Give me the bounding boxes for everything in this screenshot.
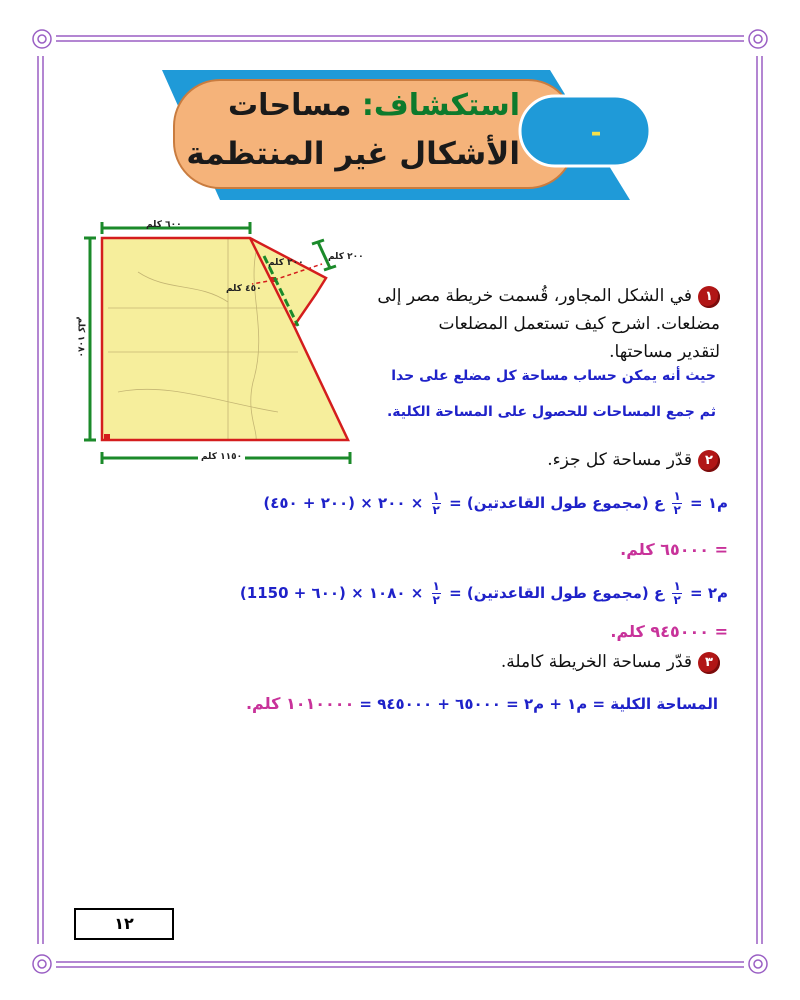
m2-formula: ع (مجموع طول القاعدتين) =	[449, 584, 665, 602]
answer-3-result: ١٠١٠٠٠٠ كلم.	[245, 694, 355, 713]
question-2	[380, 446, 720, 474]
fraction-half-3: $\frac{١}{٢}$	[673, 579, 681, 607]
m2-calculation: × ١٠٨٠ × (٦٠٠ + 1150)	[239, 584, 424, 602]
map-label-left: ١٠٨٠ كلم	[75, 316, 86, 358]
answer-3	[246, 694, 718, 713]
question-1-line3: لتقدير مساحتها.	[609, 342, 720, 362]
answer-3-total: المساحة الكلية = م١ + م٢ = ٦٥٠٠٠ + ٩٤٥٠٠٠ =	[359, 695, 718, 713]
map-label-bottom: ١١٥٠ كلم	[198, 452, 245, 462]
question-2-text: قدّر مساحة كل جزء.	[547, 450, 692, 470]
map-label-inner450: ٤٥٠ كلم	[226, 284, 262, 294]
question-1-line2: مضلعات. اشرح كيف تستعمل المضلعات	[438, 314, 720, 334]
m1-calculation: × ٢٠٠ × (٢٠٠ + ٤٥٠)	[263, 494, 424, 512]
m1-prefix: م١ =	[690, 494, 728, 512]
header-title-line1	[228, 88, 520, 123]
section-header	[160, 66, 670, 204]
answer-2-m1	[263, 490, 728, 517]
answer-1-line1: حيث أنه يمكن حساب مساحة كل مضلع على حدا	[391, 368, 716, 384]
answer-2-m2	[240, 580, 728, 607]
question-3	[380, 648, 720, 676]
header-badge: -	[590, 118, 602, 148]
header-title-label: استكشاف:	[361, 88, 520, 123]
map-label-topright: ٢٠٠ كلم	[328, 252, 364, 262]
question-number-2: ٢	[698, 450, 720, 472]
page-number: ١٢	[74, 908, 174, 940]
header-title-line2: الأشكال غير المنتظمة	[186, 136, 520, 172]
question-1	[320, 282, 720, 366]
question-3-text: قدّر مساحة الخريطة كاملة.	[500, 652, 692, 672]
map-label-inner200: ٢٠٠ كلم	[268, 258, 304, 268]
fraction-half: $\frac{١}{٢}$	[673, 489, 681, 517]
map-label-top: ٦٠٠ كلم	[146, 220, 182, 230]
answer-2-m2-result: = ٩٤٥٠٠٠ كلم.	[610, 622, 728, 641]
m2-prefix: م٢ =	[690, 584, 728, 602]
answer-2-m1-result: = ٦٥٠٠٠ كلم.	[620, 540, 728, 559]
question-1-line1: ١في الشكل المجاور، قُسمت خريطة مصر إلى	[320, 282, 720, 310]
question-number-1: ١	[698, 286, 720, 308]
question-number-3: ٣	[698, 652, 720, 674]
fraction-half-2: $\frac{١}{٢}$	[432, 489, 440, 517]
answer-1-line2: ثم جمع المساحات للحصول على المساحة الكلية.	[386, 404, 716, 420]
m1-formula: ع (مجموع طول القاعدتين) =	[449, 494, 665, 512]
fraction-half-4: $\frac{١}{٢}$	[432, 579, 440, 607]
header-title-rest: مساحات	[228, 88, 362, 123]
